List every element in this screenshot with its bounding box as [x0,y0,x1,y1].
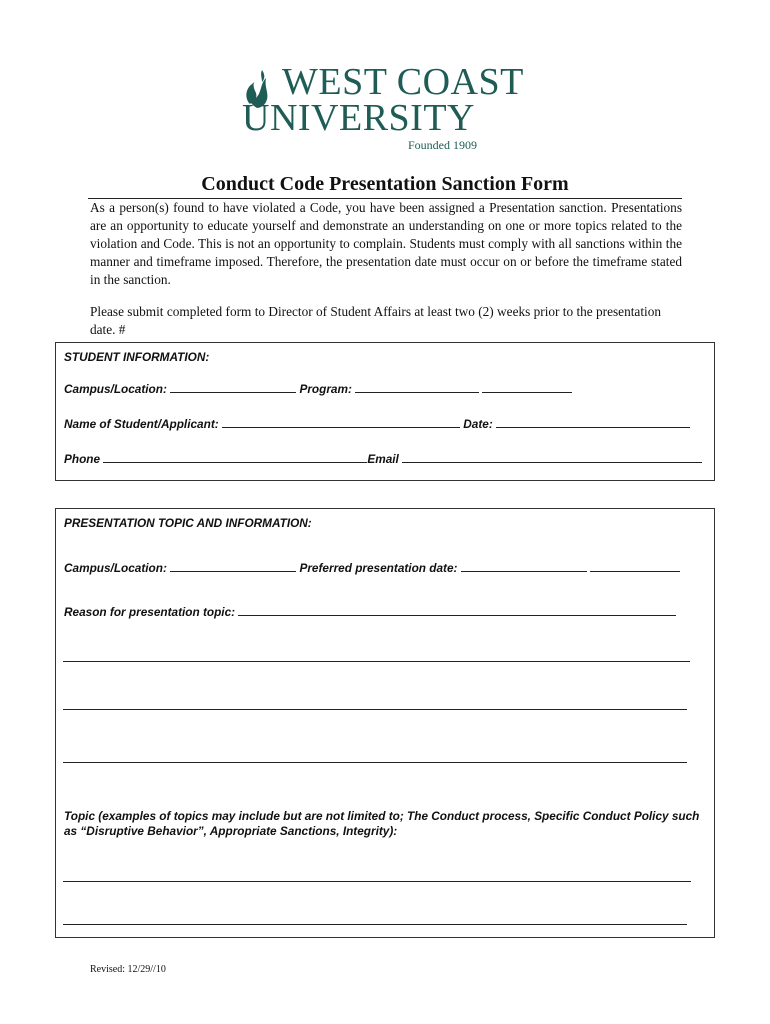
student-info-heading: STUDENT INFORMATION: [64,350,210,364]
reason-label: Reason for presentation topic: [64,605,236,619]
date-field[interactable] [496,416,690,428]
preferred-date-label: Preferred presentation date: [299,561,458,575]
campus-label: Campus/Location: [64,382,167,396]
reason-line-1[interactable] [63,661,690,662]
intro-paragraph [90,199,682,289]
form-title: Conduct Code Presentation Sanction Form [201,173,569,195]
presentation-campus-row [64,560,680,575]
name-label: Name of Student/Applicant: [64,417,219,431]
email-field[interactable] [402,451,702,463]
preferred-date-field[interactable] [461,560,587,572]
reason-row [64,604,676,619]
student-name-row [64,416,690,431]
name-field[interactable] [222,416,460,428]
intro-text: As a person(s) found to have violated a Code, you have been assigned a Presentation sanction. Presentations are an opportunity to educate yourself and demonstrate an understanding on one or more topics related to the violation and Code. This is not an opportunity to complain. Students must comply with all sanctions within the manner and timeframe imposed. Therefore, the presentation date must occur on or before the timeframe stated in the sanction. [90,200,682,287]
phone-field[interactable] [103,451,367,463]
reason-field[interactable] [238,604,676,616]
presentation-campus-label: Campus/Location: [64,561,167,575]
logo-founded: Founded 1909 [408,138,477,152]
student-contact-row [64,451,702,466]
phone-label: Phone [64,452,101,466]
university-logo [238,62,538,154]
student-information-section [55,342,715,481]
program-label: Program: [299,382,352,396]
logo-line-west-coast: WEST COAST [282,61,524,103]
email-label: Email [367,452,399,466]
presentation-heading: PRESENTATION TOPIC AND INFORMATION: [64,516,312,530]
program-field-extra[interactable] [482,381,572,393]
reason-line-2[interactable] [63,709,687,710]
topic-instructions: Topic (examples of topics may include but are not limited to; The Conduct process, Specific Conduct Policy such as “Disruptive Behavior”, Appropriate Sanctions, Integrity): [64,809,700,838]
campus-field[interactable] [170,381,296,393]
topic-line-2[interactable] [63,924,687,925]
presentation-topic-section [55,508,715,938]
preferred-date-field-extra[interactable] [590,560,680,572]
reason-line-3[interactable] [63,762,687,763]
program-field[interactable] [355,381,479,393]
submit-note: Please submit completed form to Director of Student Affairs at least two (2) weeks prior to the presentation date. # [90,304,662,337]
revised-date: Revised: 12/29//10 [90,964,166,975]
presentation-campus-field[interactable] [170,560,296,572]
date-label: Date: [463,417,493,431]
topic-line-1[interactable] [63,881,691,882]
logo-line-university: UNIVERSITY [242,97,475,139]
student-campus-row [64,381,572,396]
